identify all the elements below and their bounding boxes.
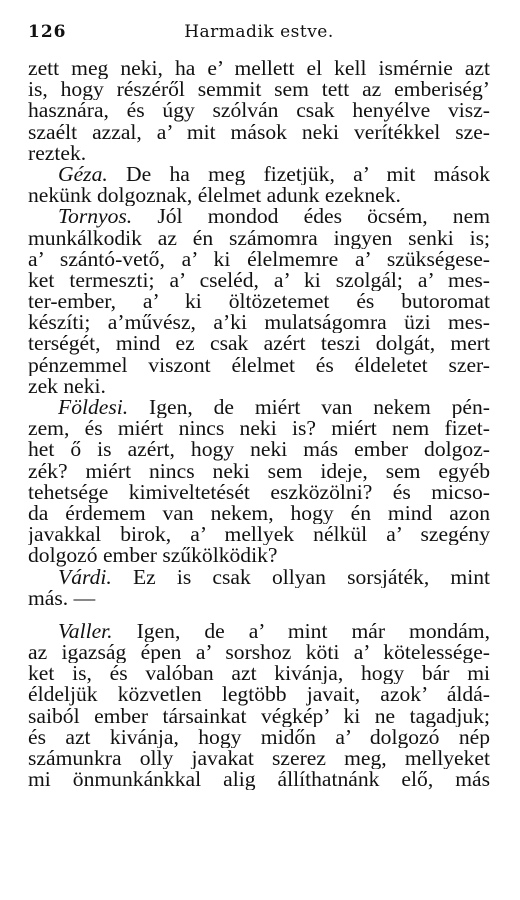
line-text: Jól mondod édes öcsém, nem xyxy=(132,206,490,228)
speaker-line xyxy=(28,567,490,588)
speaker-line xyxy=(28,397,490,418)
line-text: pénzemmel viszont élelmet és éldeletet szer- xyxy=(28,354,490,376)
line-text: zek neki. xyxy=(28,375,106,397)
text-line xyxy=(28,249,490,270)
text-line xyxy=(28,503,490,524)
text-line xyxy=(28,727,490,748)
line-text: javakkal birok, a’ mellyek nélkül a’ szegény xyxy=(28,524,490,546)
text-line xyxy=(28,333,490,354)
text-line xyxy=(28,143,490,164)
page-header xyxy=(28,22,490,44)
line-text: is, hogy részéről semmit sem tett az emberiség’ xyxy=(28,79,490,101)
text-line xyxy=(28,642,490,663)
line-text: zett meg neki, ha e’ mellett el kell ismérnie azt xyxy=(28,58,490,80)
line-text: dolgozó ember szűkölködik? xyxy=(28,545,278,567)
speaker-name: Géza. xyxy=(58,163,108,186)
line-text: más. — xyxy=(28,587,96,609)
line-text: terségét, mind ez csak azért teszi dolgát, mert xyxy=(28,333,490,355)
text-line xyxy=(28,545,490,566)
text-line xyxy=(28,588,490,609)
speaker-name: Földesi. xyxy=(58,397,129,419)
text-line xyxy=(28,58,490,79)
speaker-name: Várdi. xyxy=(58,566,112,588)
text-line xyxy=(28,769,490,790)
line-text: zék? miért nincs neki sem ideje, sem egyéb xyxy=(28,460,490,482)
speaker-line xyxy=(28,164,490,185)
text-line xyxy=(28,270,490,291)
text-line xyxy=(28,291,490,312)
text-line xyxy=(28,100,490,121)
text-line xyxy=(28,355,490,376)
text-line xyxy=(28,376,490,397)
speaker-name: Tornyos. xyxy=(58,206,133,228)
text-line xyxy=(28,418,490,439)
line-text: és azt kivánja, hogy midőn a’ dolgozó nép xyxy=(28,726,490,748)
text-line xyxy=(28,706,490,727)
running-title: Harmadik estve. xyxy=(184,22,334,42)
line-text: éldeljük közvetlen legtöbb javait, azok’ áldá- xyxy=(28,684,490,706)
line-text: ter-ember, a’ ki öltözetemet és butoromat xyxy=(28,291,490,313)
text-line xyxy=(28,524,490,545)
page-number: 126 xyxy=(28,22,67,42)
line-text: munkálkodik az én számomra ingyen senki is; xyxy=(28,227,490,249)
paragraph-gap xyxy=(28,609,490,621)
text-line xyxy=(28,185,490,206)
text-line xyxy=(28,79,490,100)
line-text: zem, és miért nincs neki is? miért nem fizet- xyxy=(28,418,490,440)
line-text: da érdemem van nekem, hogy én mind azon xyxy=(28,502,490,525)
line-text: az igazság épen a’ sorshoz köti a’ kötelessége- xyxy=(28,642,490,664)
line-text: Igen, de miért van nekem pén- xyxy=(128,397,490,419)
text-line xyxy=(28,439,490,460)
line-text: De ha meg fizetjük, a’ mit mások xyxy=(107,163,490,186)
line-text: mi önmunkánkkal alig állíthatnánk elő, más xyxy=(28,769,490,791)
line-text: Ez is csak ollyan sorsjáték, mint xyxy=(111,566,490,588)
line-text: tehetsége kimiveltetését eszközölni? és micso- xyxy=(28,481,490,503)
line-text: ket termeszti; a’ cseléd, a’ ki szolgál; a’ mes- xyxy=(28,269,490,292)
line-text: het ő is azért, hogy neki más ember dolgoz- xyxy=(28,439,490,461)
speaker-line xyxy=(28,206,490,227)
text-line xyxy=(28,122,490,143)
line-text: a’ szántó-vető, a’ ki élelmemre a’ szükségese- xyxy=(28,248,490,270)
line-text: reztek. xyxy=(28,142,87,164)
line-text: ket is, és valóban azt kivánja, hogy bár mi xyxy=(28,663,490,685)
line-text: számunkra olly javakat szerez meg, mellyeket xyxy=(28,748,490,770)
line-text: saiból ember társainkat végkép’ ki ne tagadjuk; xyxy=(28,705,490,727)
text-line xyxy=(28,482,490,503)
text-line xyxy=(28,312,490,333)
speaker-name: Valler. xyxy=(58,620,113,643)
text-line xyxy=(28,461,490,482)
speaker-line xyxy=(28,621,490,642)
line-text: készíti; a’művész, a’ki mulatságomra üzi mes- xyxy=(28,312,490,334)
line-text: Igen, de a’ mint már mondám, xyxy=(112,620,490,643)
text-line xyxy=(28,748,490,769)
body-text xyxy=(28,58,490,790)
line-text: nekünk dolgoznak, élelmet adunk ezeknek. xyxy=(28,185,401,207)
text-line xyxy=(28,228,490,249)
text-line xyxy=(28,684,490,705)
line-text: szaélt azzal, a’ mit mások neki verítékkel sze- xyxy=(28,121,490,143)
line-text: hasznára, és úgy szólván csak henyélve visz- xyxy=(28,100,490,122)
book-page xyxy=(28,22,490,790)
text-line xyxy=(28,663,490,684)
